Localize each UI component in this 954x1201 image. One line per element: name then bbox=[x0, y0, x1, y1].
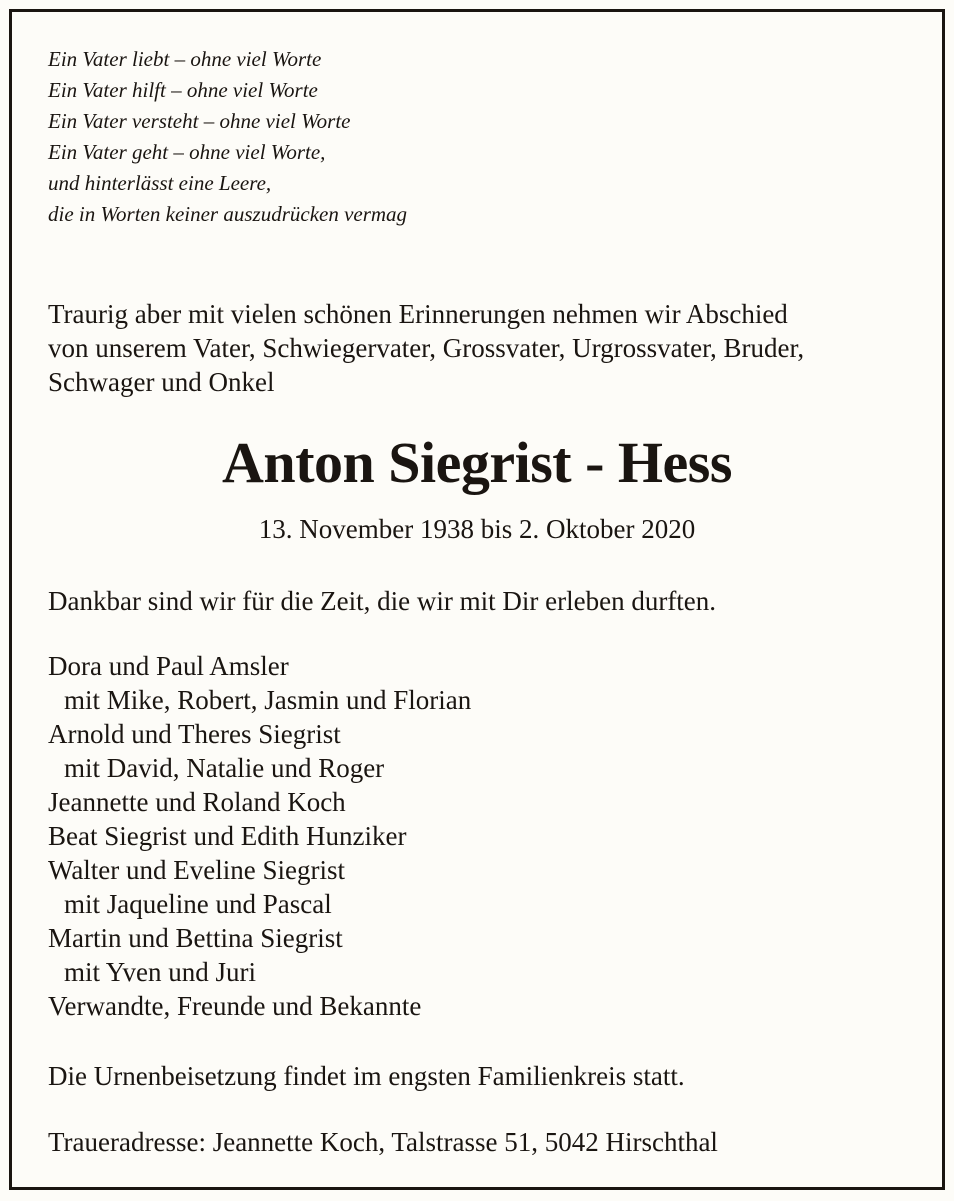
mourner-entry: mit Yven und Juri bbox=[64, 957, 257, 987]
gratitude-line: Dankbar sind wir für die Zeit, die wir mit Dir erleben durften. bbox=[48, 586, 717, 616]
poem-line: Ein Vater versteht – ohne viel Worte bbox=[48, 109, 351, 133]
mourner-entry: Walter und Eveline Siegrist bbox=[48, 855, 345, 885]
mourner-entry: mit Mike, Robert, Jasmin und Florian bbox=[64, 685, 472, 715]
mourner-entry: mit Jaqueline und Pascal bbox=[64, 889, 332, 919]
mourner-entry: Jeannette und Roland Koch bbox=[48, 787, 346, 817]
poem-block bbox=[48, 44, 407, 230]
mourner-entry: Verwandte, Freunde und Bekannte bbox=[48, 991, 422, 1021]
intro-line: Schwager und Onkel bbox=[48, 367, 275, 397]
farewell-intro bbox=[48, 297, 898, 399]
poem-line: die in Worten keiner auszudrücken vermag bbox=[48, 202, 408, 226]
mourner-entry: mit David, Natalie und Roger bbox=[64, 753, 385, 783]
mourner-entry: Dora und Paul Amsler bbox=[48, 651, 289, 681]
mourning-address: Traueradresse: Jeannette Koch, Talstrasse 51, 5042 Hirschthal bbox=[48, 1127, 718, 1157]
life-dates: 13. November 1938 bis 2. Oktober 2020 bbox=[258, 514, 696, 544]
intro-line: Traurig aber mit vielen schönen Erinnerungen nehmen wir Abschied bbox=[48, 299, 788, 329]
mourner-entry: Martin und Bettina Siegrist bbox=[48, 923, 343, 953]
poem-line: und hinterlässt eine Leere, bbox=[48, 171, 272, 195]
poem-line: Ein Vater liebt – ohne viel Worte bbox=[48, 47, 322, 71]
poem-line: Ein Vater geht – ohne viel Worte, bbox=[48, 140, 326, 164]
mourner-entry: Beat Siegrist und Edith Hunziker bbox=[48, 821, 407, 851]
poem-line: Ein Vater hilft – ohne viel Worte bbox=[48, 78, 318, 102]
mourners-list bbox=[48, 649, 471, 1023]
mourner-entry: Arnold und Theres Siegrist bbox=[48, 719, 341, 749]
deceased-name: Anton Siegrist - Hess bbox=[222, 430, 732, 495]
intro-line: von unserem Vater, Schwiegervater, Grossvater, Urgrossvater, Bruder, bbox=[48, 333, 805, 363]
funeral-note: Die Urnenbeisetzung findet im engsten Familienkreis statt. bbox=[48, 1061, 685, 1091]
